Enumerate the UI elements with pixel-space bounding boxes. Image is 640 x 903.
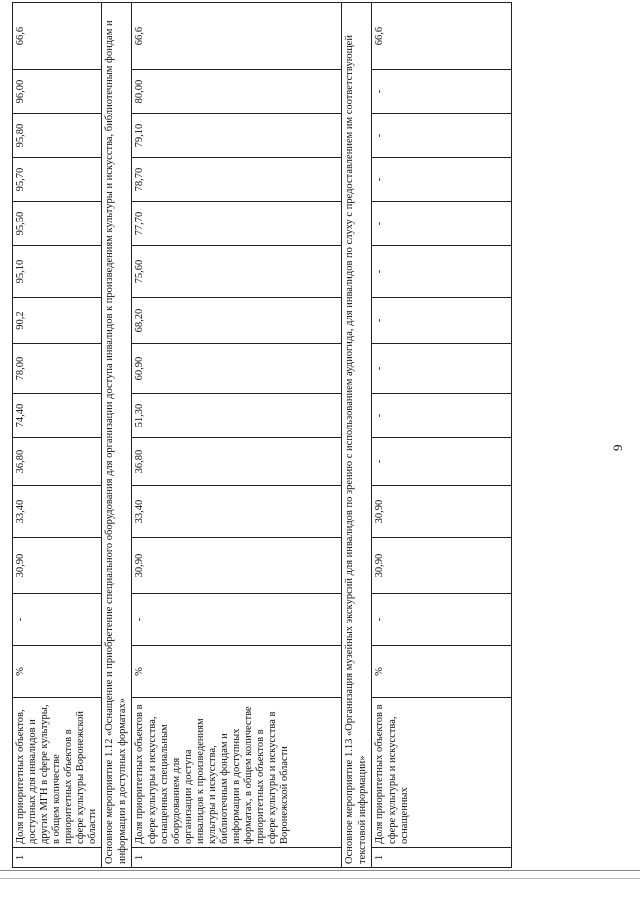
table-row [13, 3, 102, 868]
section-heading: Основное мероприятие 1.13 «Организация музейных экскурсий для инвалидов по зрению с использованием аудиогида, для инвалидов по слуху с предоставлением им соответствующей текстовой информации» [342, 3, 372, 868]
scan-edge-line [0, 878, 640, 879]
value-cell: 33,40 [132, 486, 342, 538]
value-cell: - [372, 158, 512, 202]
section-row [102, 3, 132, 868]
value-cell: 66,6 [13, 3, 102, 70]
row-number: 1 [132, 848, 342, 868]
value-cell: - [372, 394, 512, 438]
table-row [132, 3, 342, 868]
value-cell: - [372, 202, 512, 246]
value-cell: 30,90 [372, 538, 512, 594]
row-number: 1 [13, 848, 102, 868]
value-cell: 66,6 [372, 3, 512, 70]
value-cell: 66,6 [132, 3, 342, 70]
indicator-name: Доля приоритетных объектов в сфере культуры и искусства, оснащенных [372, 698, 512, 848]
value-cell: 36,80 [132, 438, 342, 486]
value-cell: - [13, 594, 102, 646]
section-heading: Основное мероприятие 1.12 «Оснащение и приобретение специального оборудования для организации доступа инвалидов к произведениям культуры и искусства, библиотечным фондам и информации в доступных форматах» [102, 3, 132, 868]
unit-cell: % [13, 646, 102, 698]
value-cell: 78,00 [13, 344, 102, 394]
value-cell: 90,2 [13, 298, 102, 344]
unit-cell: % [372, 646, 512, 698]
value-cell: 77,70 [132, 202, 342, 246]
value-cell: 95,10 [13, 246, 102, 298]
value-cell: 75,60 [132, 246, 342, 298]
value-cell: 78,70 [132, 158, 342, 202]
value-cell: - [132, 594, 342, 646]
value-cell: - [372, 594, 512, 646]
value-cell: 60,90 [132, 344, 342, 394]
indicator-name: Доля приоритетных объектов в сфере культуры и искусства, оснащенных специальным оборудованием для организации доступа инвалидов к произведениям культуры и искусства, библиотечным фондам и информации в доступных форматах, в общем количестве приоритетных объектов в сфере культуры и искусства в Воронежской области [132, 698, 342, 848]
value-cell: - [372, 114, 512, 158]
indicator-name: Доля приоритетных объектов, доступных для инвалидов и других МГН в сфере культуры, в общем количестве приоритетных объектов в сфере культуры Воронежской области [13, 698, 102, 848]
section-row [342, 3, 372, 868]
value-cell: 96,00 [13, 70, 102, 114]
value-cell: 95,50 [13, 202, 102, 246]
value-cell: 74,40 [13, 394, 102, 438]
value-cell: 51,30 [132, 394, 342, 438]
value-cell: 95,80 [13, 114, 102, 158]
scan-edge-line [0, 870, 640, 871]
value-cell: - [372, 298, 512, 344]
value-cell: 68,20 [132, 298, 342, 344]
value-cell: 95,70 [13, 158, 102, 202]
value-cell: 80,00 [132, 70, 342, 114]
unit-cell: % [132, 646, 342, 698]
value-cell: - [372, 246, 512, 298]
value-cell: - [372, 438, 512, 486]
value-cell: 36,80 [13, 438, 102, 486]
value-cell: - [372, 344, 512, 394]
row-number: 1 [372, 848, 512, 868]
page-number: 9 [610, 444, 625, 451]
value-cell: 30,90 [13, 538, 102, 594]
value-cell: - [372, 70, 512, 114]
value-cell: 30,90 [372, 486, 512, 538]
value-cell: 33,40 [13, 486, 102, 538]
indicator-table [12, 2, 512, 868]
value-cell: 30,90 [132, 538, 342, 594]
value-cell: 79,10 [132, 114, 342, 158]
table-row [372, 3, 512, 868]
